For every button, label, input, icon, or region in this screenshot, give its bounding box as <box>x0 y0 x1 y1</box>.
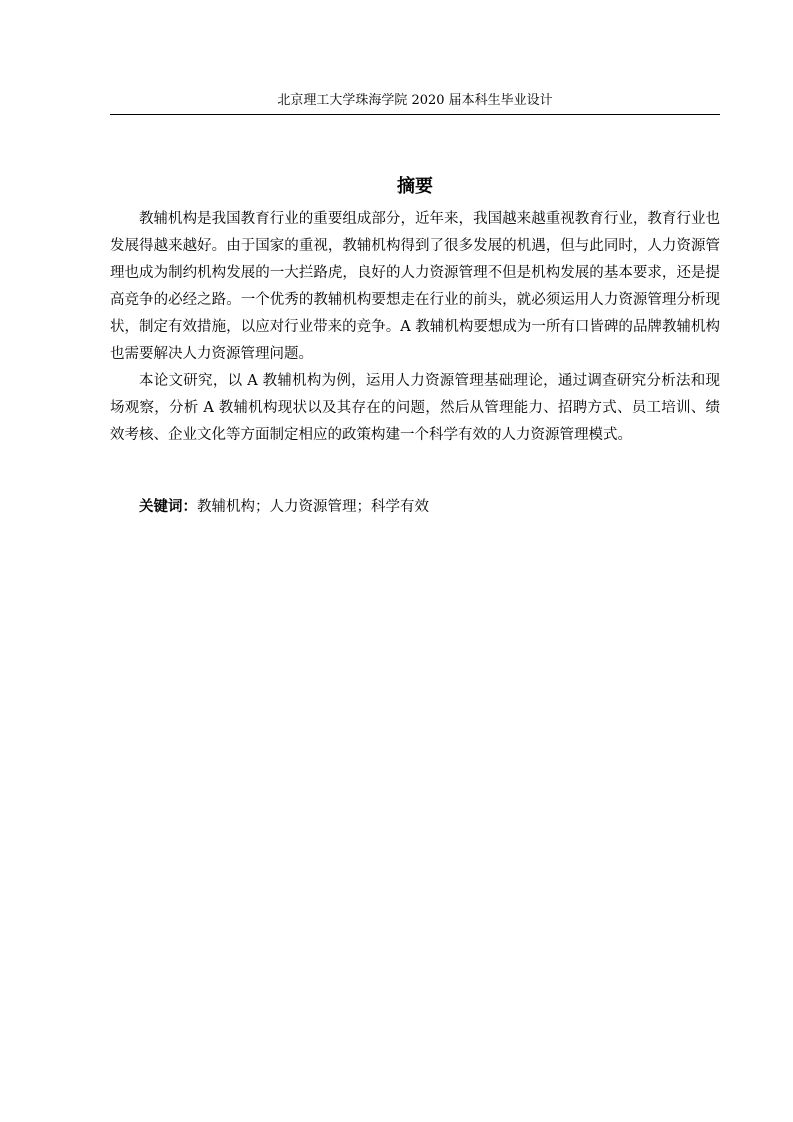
abstract-body <box>110 206 720 449</box>
keywords-label: 关键词： <box>139 499 197 515</box>
abstract-paragraph-2: 本论文研究，以 A 教辅机构为例，运用人力资源管理基础理论，通过调查研究分析法和现场观察，分析 A 教辅机构现状以及其存在的问题，然后从管理能力、招聘方式、员工培训、绩效考核、企业文化等方面制定相应的政策构建一个科学有效的人力资源管理模式。 <box>110 373 720 443</box>
header-rule <box>110 114 720 115</box>
abstract-paragraph-1: 教辅机构是我国教育行业的重要组成部分，近年来，我国越来越重视教育行业，教育行业也发展得越来越好。由于国家的重视，教辅机构得到了很多发展的机遇，但与此同时，人力资源管理也成为制约机构发展的一大拦路虎，良好的人力资源管理不但是机构发展的基本要求，还是提高竞争的必经之路。一个优秀的教辅机构要想走在行业的前头，就必须运用人力资源管理分析现状，制定有效措施，以应对行业带来的竞争。A 教辅机构要想成为一所有口皆碑的品牌教辅机构也需要解决人力资源管理问题。 <box>110 211 720 362</box>
keywords-text: 教辅机构；人力资源管理；科学有效 <box>197 499 429 515</box>
keywords-line <box>110 494 720 521</box>
abstract-title: 摘要 <box>397 176 433 197</box>
running-header: 北京理工大学珠海学院 2020 届本科生毕业设计 <box>277 93 553 108</box>
